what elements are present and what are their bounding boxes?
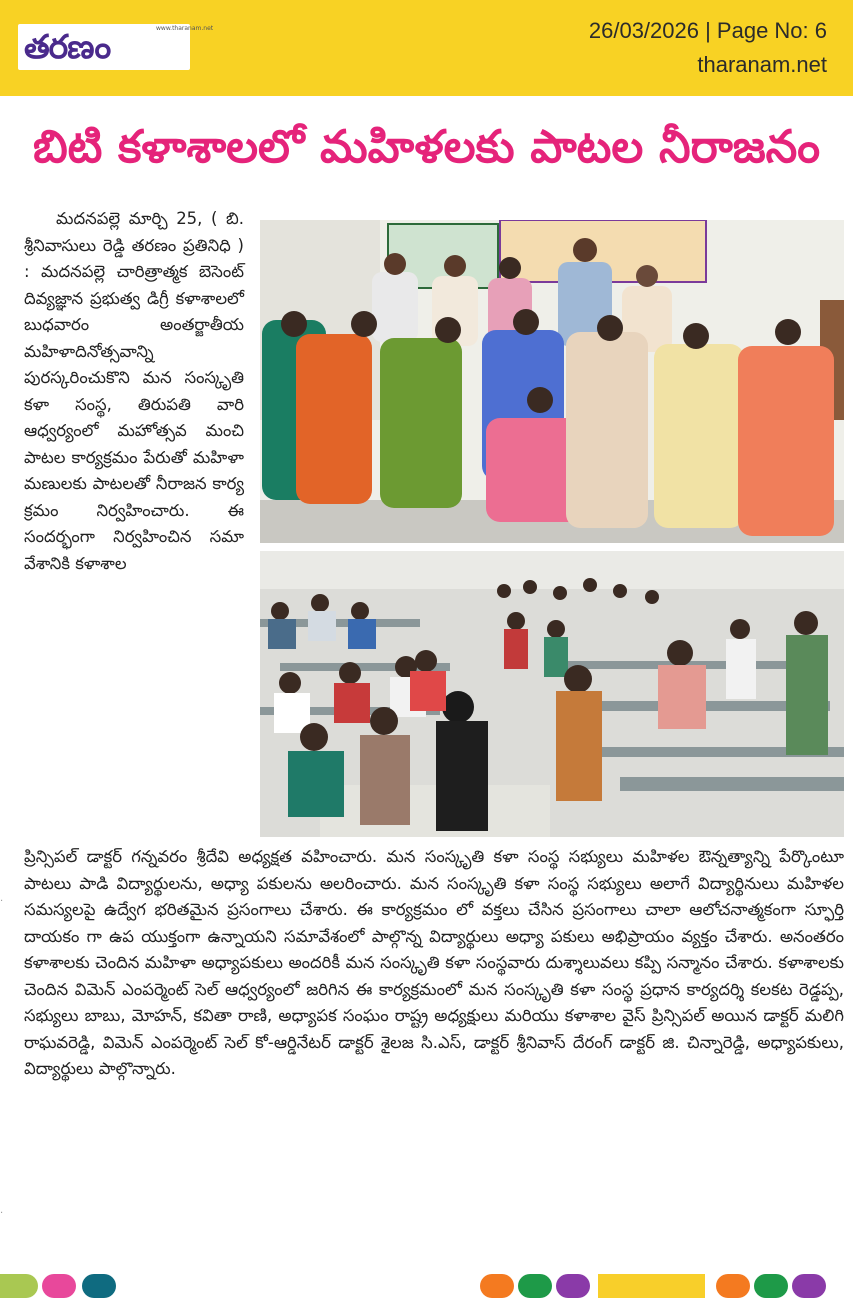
footer-bar-left [0,1274,38,1298]
audience-photo [260,551,844,837]
article-body-text: ప్రిన్సిపల్ డాక్టర్ గన్నవరం శ్రీదేవి అధ్యక్షత వహించారు. మన సంస్కృతి కళా సంస్థ సభ్యులు మహిళల ఔన్నత్యాన్ని పేర్కొంటూ పాటలు పాడి విద్యార్థులను, అధ్యా పకులను అలరించారు. మన సంస్కృతి కళా సంస్థ సభ్యులు అలాగే విద్యార్థినులు మహిళల సమస్యలపై ఉద్వేగ భరితమైన ప్రసంగాలు చేశారు. ఈ కార్యక్రమం లో వక్తలు చేసిన ప్రసంగాలు చాలా ఆలోచనాత్మకంగా స్ఫూర్తి దాయకం గా ఉప యుక్తంగా ఉన్నాయని సమావేశంలో పాల్గొన్న విద్యార్థులు అధ్యా పకులు అభిప్రాయం వ్యక్తం చేశారు. అనంతరం కళాశాలకు చెందిన మహిళా అధ్యాపకులు అందరికీ మన సంస్కృతి కళా సంస్థవారు దుశ్శాలువలు కప్పి సన్మానం చేశారు. కళాశాలకు చెందిన విమెన్ ఎంపర్మెంట్ సెల్ ఆధ్వర్యంలో జరిగిన ఈ కార్యక్రమంలో మన సంస్కృతి కళా సంస్థ ప్రధాన కార్యదర్శి కలకట రెడ్డప్ప, సభ్యులు బాబు, మోహన్, కవితా రాణి, అధ్యాపక సంఘం రాష్ట్ర అధ్యక్షులు మరియు కళాశాల వైస్ ప్రిన్సిపల్ అయిన డాక్టర్ మలిగి రాఘవరెడ్డి, విమెన్ ఎంపర్మెంట్ సెల్ కో-ఆర్డినేటర్ డాక్టర్ శైలజ సి.ఎస్, డాక్టర్ శ్రీనివాస్ దేరంగ్ డాక్టర్ జి. చిన్నారెడ్డి, అధ్యాపకులు, విద్యార్థులు పాల్గొన్నారు. [24,847,844,1078]
logo-site: www.tharanam.net [156,25,214,32]
website[interactable]: tharanam.net [697,52,827,77]
article-headline: బిటి కళాశాలలో మహిళలకు పాటల నీరాజనం [32,120,821,173]
footer-dot [716,1274,750,1298]
footer-dot [82,1274,116,1298]
footer-dot [42,1274,76,1298]
masthead-bar [0,0,853,96]
article-body [24,844,844,1083]
logo-text: తరణం [24,27,111,66]
date-page: 26/03/2026 | Page No: 6 [588,18,827,43]
footer-dot [556,1274,590,1298]
margin-mark: · [0,896,4,907]
footer-dot [518,1274,552,1298]
masthead-logo[interactable] [18,24,214,70]
footer-dot [480,1274,514,1298]
left-column-text: మదనపల్లె మార్చి 25, ( బి. శ్రీనివాసులు రెడ్డి తరణం ప్రతినిధి ) : మదనపల్లె చారిత్రాత్మక బెసెంట్ దివ్యజ్ఞాన ప్రభుత్వ డిగ్రీ కళాశాలలో బుధవారం అంతర్జాతీయ మహిళాదినోత్సవాన్ని పురస్కరించుకొని మన సంస్కృతి కళా సంస్థ, తిరుపతి వారి ఆధ్వర్యంలో మహోత్సవ మంచి పాటల కార్యక్రమం పేరుతో మహిళా మణులకు పాటలతో నీరాజన కార్య క్రమం నిర్వహించారు. ఈ సందర్భంగా నిర్వహించిన సమా వేశానికి కళాశాల [24,209,244,573]
group-photo [260,220,844,543]
footer-bar-right [598,1274,705,1298]
margin-mark: · [0,1208,4,1219]
article-left-column [24,206,244,577]
footer-dot [754,1274,788,1298]
footer-dot [792,1274,826,1298]
